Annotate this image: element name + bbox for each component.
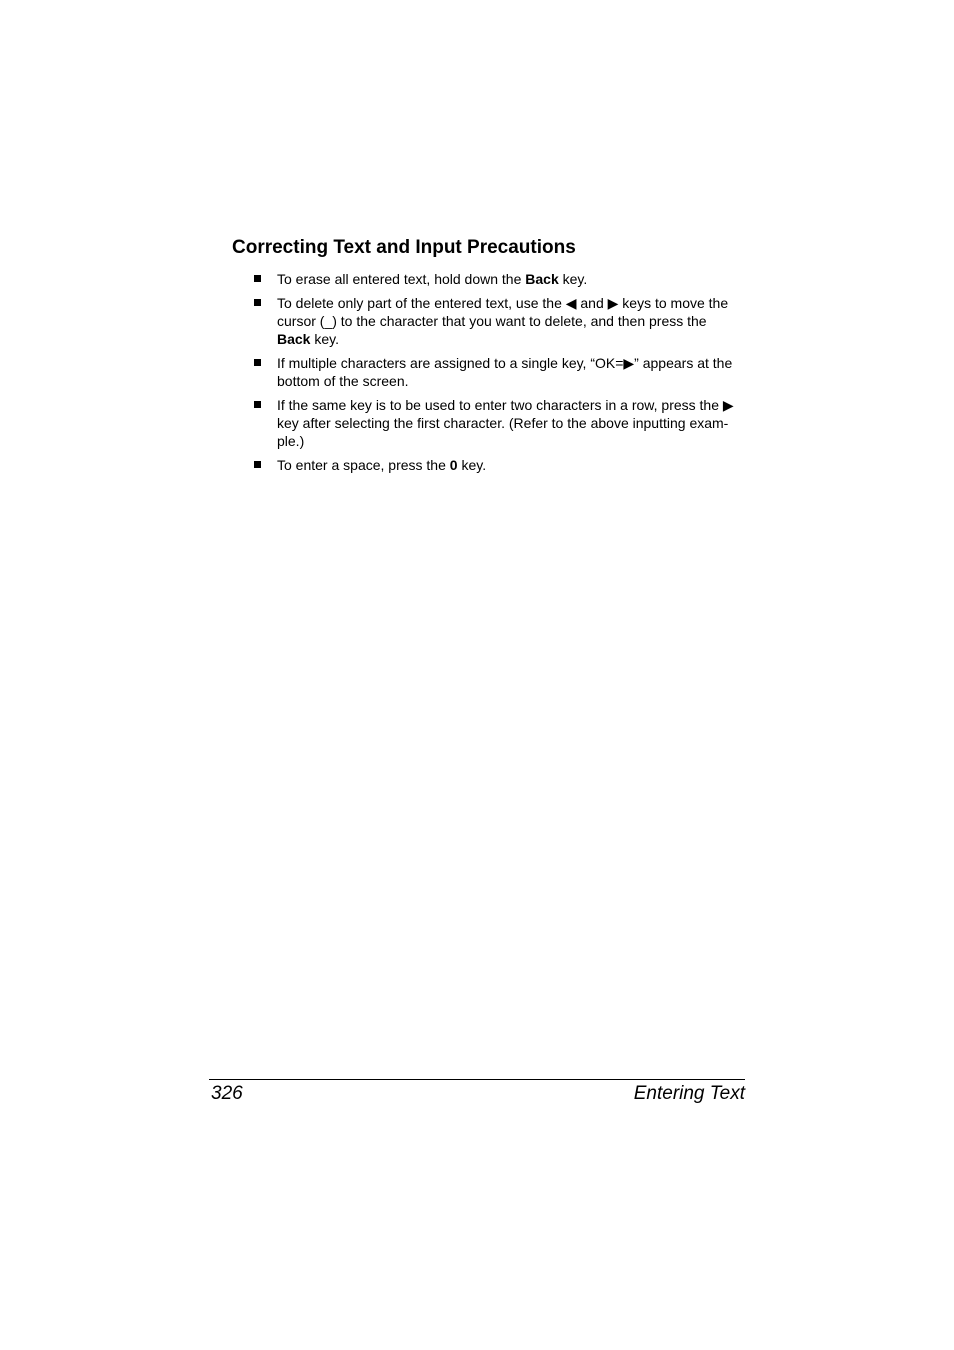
square-bullet-icon <box>254 461 261 468</box>
list-item-text-pre: To enter a space, press the <box>277 457 450 473</box>
key-name: Back <box>277 331 311 347</box>
section-heading: Correcting Text and Input Precautions <box>232 237 576 258</box>
list-item <box>253 294 743 348</box>
list-item-text-post: key. <box>558 271 588 287</box>
footer-divider <box>209 1079 745 1080</box>
list-item-text: If multiple characters are assigned to a single key, “OK=▶” appears at the bottom of the screen. <box>277 355 733 389</box>
key-name: Back <box>525 271 559 287</box>
list-item <box>253 396 743 450</box>
list-item-text <box>277 457 486 473</box>
list-item <box>253 270 743 288</box>
square-bullet-icon <box>254 299 261 306</box>
square-bullet-icon <box>254 359 261 366</box>
list-item <box>253 456 743 474</box>
list-item-text: If the same key is to be used to enter two characters in a row, press the ▶ key after selecting the first character. (Refer to the above inputting exam-ple.) <box>277 397 734 449</box>
list-item-text <box>277 295 728 347</box>
key-name: 0 <box>449 457 458 473</box>
square-bullet-icon <box>254 275 261 282</box>
page-number: 326 <box>211 1083 243 1104</box>
chapter-title: Entering Text <box>633 1083 745 1104</box>
precautions-list <box>253 270 743 480</box>
list-item <box>253 354 743 390</box>
list-item-text <box>277 271 587 287</box>
list-item-text-pre: To erase all entered text, hold down the <box>277 271 526 287</box>
list-item-text-post: key. <box>457 457 487 473</box>
list-item-text-post: key. <box>310 331 339 347</box>
square-bullet-icon <box>254 401 261 408</box>
list-item-text-pre: To delete only part of the entered text, use the ◀ and ▶ keys to move the cursor (_) to the character that you want to delete, and then press the <box>277 295 729 329</box>
